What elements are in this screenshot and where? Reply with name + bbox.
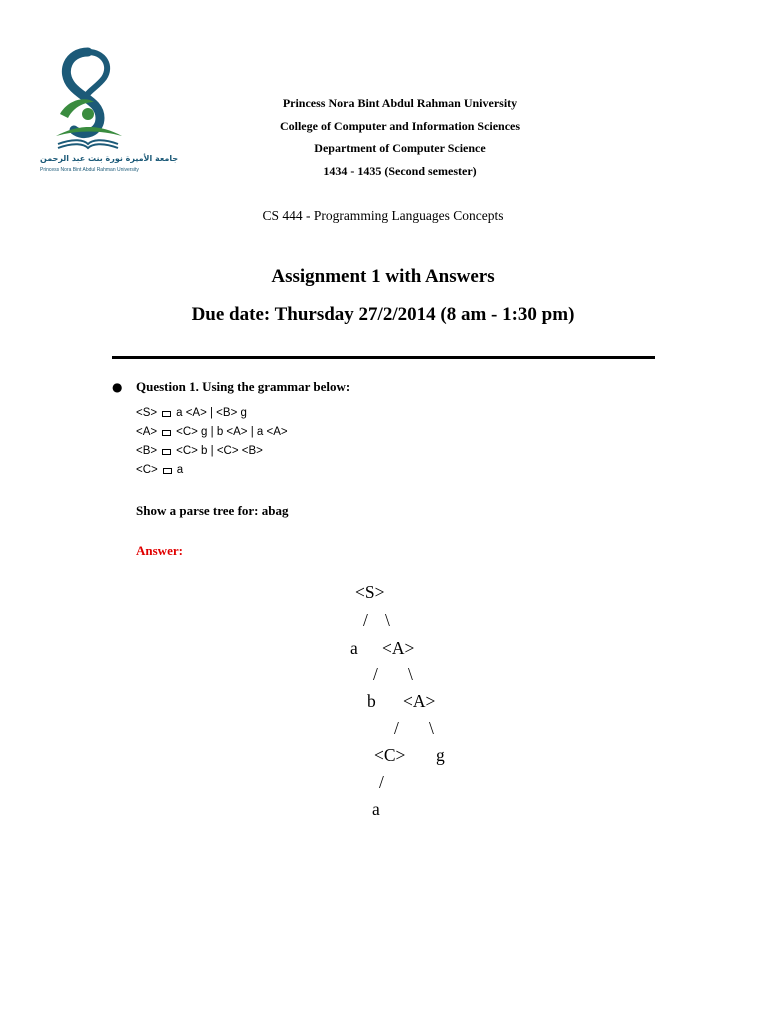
tree-edge: / [363,610,368,630]
tree-node-C: <C> [374,745,406,765]
answer-label: Answer: [136,543,183,558]
tree-node-g: g [436,745,445,765]
college-name: College of Computer and Information Sciences [279,118,521,133]
arrow-icon [162,411,171,417]
tree-node-S: <S> [355,582,385,602]
assignment-title: Assignment 1 with Answers [271,266,495,287]
tree-edge: \ [408,664,413,684]
tree-edge: / [373,664,378,684]
horizontal-rule [112,356,655,359]
tree-edge: / [379,772,384,792]
due-date: Due date: Thursday 27/2/2014 (8 am - 1:30 pm) [191,304,575,325]
tree-node-A: <A> [403,691,436,711]
tree-edge: \ [385,610,390,630]
parse-tree [330,580,530,830]
department-name: Department of Computer Science [314,141,486,155]
question-label: Question 1. Using the grammar below: [136,379,351,394]
course-title: CS 444 - Programming Languages Concepts [262,208,504,223]
logo-caption-english: Princess Nora Bint Abdul Rahman University [40,167,139,173]
logo-emblem-icon [38,44,138,154]
arrow-icon [162,430,171,436]
logo-caption-arabic: جامعة الأميرة نورة بنت عبد الرحمن [40,154,179,163]
task-instruction: Show a parse tree for: abag [136,503,289,518]
grammar-rule: <S> a <A> | <B> g [136,407,247,419]
tree-edge: / [394,718,399,738]
grammar-rule: <B> <C> b | <C> <B> [136,445,263,457]
arrow-icon [163,468,172,474]
semester: 1434 - 1435 (Second semester) [323,163,477,178]
tree-node-a: a [372,799,380,819]
tree-edge: \ [429,718,434,738]
grammar-rule: <A> <C> g | b <A> | a <A> [136,426,288,438]
university-name: Princess Nora Bint Abdul Rahman University [282,96,518,110]
grammar-rule: <C> a [136,464,184,476]
bullet-icon: ● [112,380,123,394]
tree-node-A: <A> [382,638,415,658]
institution-header [200,92,600,182]
tree-node-a: a [350,638,358,658]
tree-node-b: b [367,691,376,711]
grammar-rules [136,404,288,480]
arrow-icon [162,449,171,455]
university-logo [38,44,179,180]
